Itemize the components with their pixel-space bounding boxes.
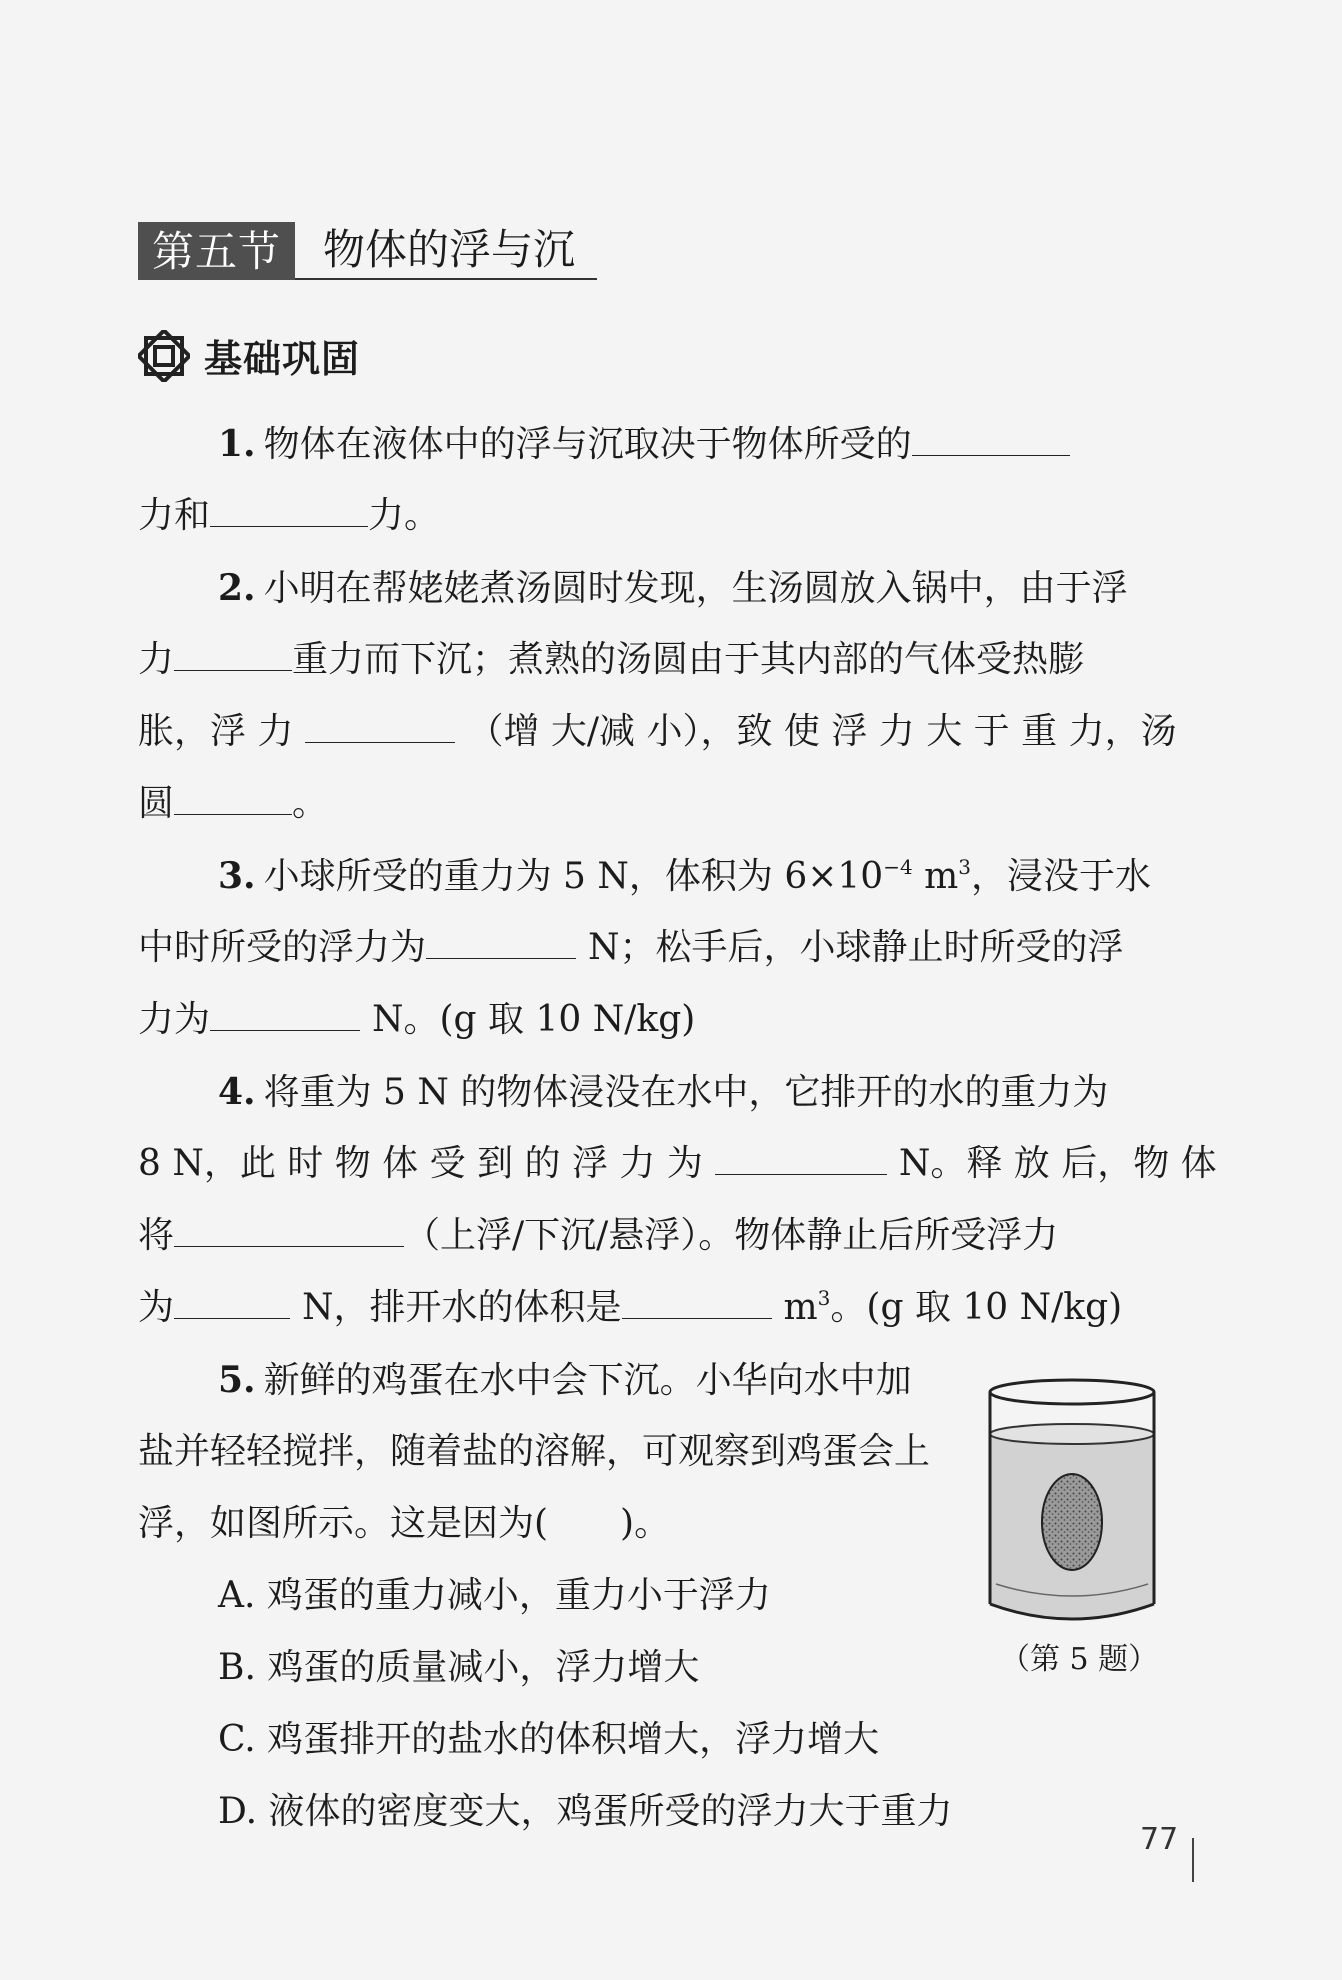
q2-line-3: 胀，浮 力 （增 大/减 小），致 使 浮 力 大 于 重 力，汤 — [138, 711, 1177, 752]
q5-option-a: A. 鸡蛋的重力减小，重力小于浮力 — [218, 1575, 771, 1616]
q5-number: 5. — [218, 1359, 256, 1401]
q4-line-3: 将 （上浮/下沉/悬浮）。物体静止后所受浮力 — [138, 1215, 1059, 1256]
q3-blank-2 — [210, 998, 360, 1031]
subsection-title: 基础巩固 — [204, 337, 361, 381]
q3-line-1: 3. 小球所受的重力为 5 N，体积为 $6\times 10^{-4}$ $m^3$，浸没于水 — [218, 855, 1152, 897]
q2-blank-3 — [174, 782, 292, 815]
figure-caption: （第 5 题） — [1000, 1642, 1159, 1677]
q5-line-3: 浮，如图所示。这是因为( )。 — [138, 1503, 671, 1544]
q1-blank-1 — [912, 423, 1070, 456]
q3-blank-1 — [426, 926, 576, 959]
q4-number: 4. — [218, 1071, 256, 1113]
q4-blank-1 — [715, 1142, 887, 1175]
subsection-header — [138, 328, 360, 383]
q5-option-c: C. 鸡蛋排开的盐水的体积增大，浮力增大 — [218, 1719, 880, 1760]
section-header — [138, 222, 597, 280]
q4-blank-2 — [174, 1214, 404, 1247]
q2-line-1: 2. 小明在帮姥姥煮汤圆时发现，生汤圆放入锅中，由于浮 — [218, 567, 1128, 609]
q4-line-2: 8 N，此 时 物 体 受 到 的 浮 力 为 N。释 放 后，物 体 — [138, 1143, 1217, 1184]
q5-option-d: D. 液体的密度变大，鸡蛋所受的浮力大于重力 — [218, 1791, 953, 1832]
q3-line-2: 中时所受的浮力为 N；松手后，小球静止时所受的浮 — [138, 927, 1124, 968]
q4-blank-4 — [622, 1286, 772, 1319]
q1-blank-2 — [210, 494, 368, 527]
q4-line-4: 为 N，排开水的体积是 $m^3$。(g 取 10 N/kg) — [138, 1286, 1123, 1328]
q2-number: 2. — [218, 567, 256, 609]
section-tag: 第五节 — [138, 222, 295, 280]
q1-line-2: 力和 力。 — [138, 495, 441, 536]
beaker-egg-figure — [982, 1372, 1162, 1634]
q2-blank-2 — [305, 710, 455, 743]
page-number: 77 — [1140, 1822, 1179, 1857]
q5-line-1: 5. 新鲜的鸡蛋在水中会下沉。小华向水中加 — [218, 1359, 912, 1401]
diamond-ornament-icon — [138, 330, 190, 382]
q5-line-2: 盐并轻轻搅拌，随着盐的溶解，可观察到鸡蛋会上 — [138, 1431, 931, 1472]
q3-line-3: 力为 N。(g 取 10 N/kg) — [138, 999, 696, 1040]
q1-line-1: 1. 物体在液体中的浮与沉取决于物体所受的 — [218, 420, 1070, 469]
q2-line-2: 力 重力而下沉；煮熟的汤圆由于其内部的气体受热膨 — [138, 639, 1085, 680]
q1-number: 1. — [218, 423, 256, 465]
q3-number: 3. — [218, 855, 256, 897]
q2-line-4: 圆 。 — [138, 783, 329, 824]
q4-blank-3 — [174, 1286, 290, 1319]
page-number-rule — [1192, 1838, 1194, 1882]
q5-option-b: B. 鸡蛋的质量减小，浮力增大 — [218, 1647, 700, 1688]
q2-blank-1 — [174, 638, 292, 671]
q4-line-1: 4. 将重为 5 N 的物体浸没在水中，它排开的水的重力为 — [218, 1071, 1109, 1113]
section-title: 物体的浮与沉 — [295, 222, 597, 280]
